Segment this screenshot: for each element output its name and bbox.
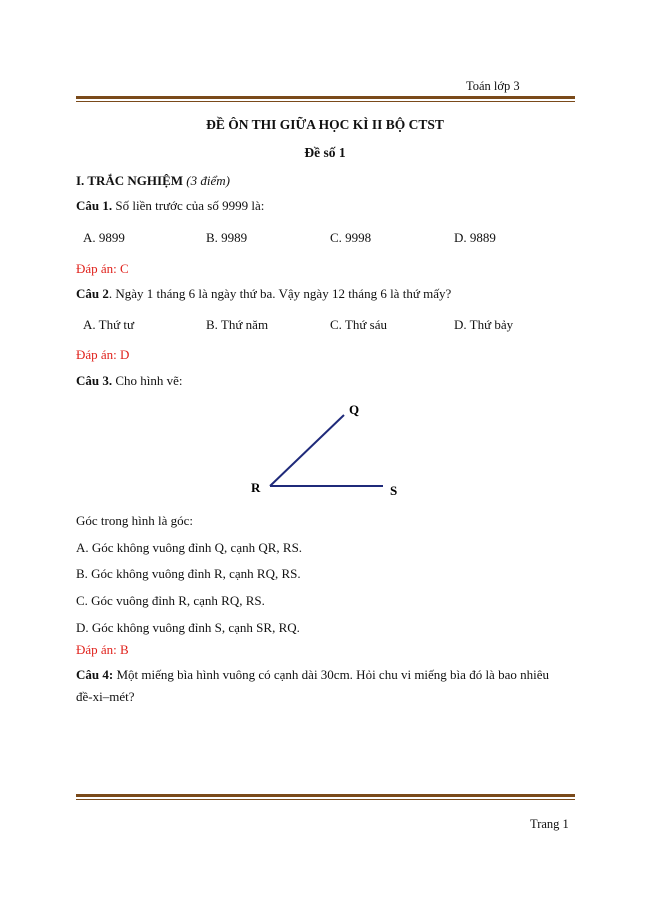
page-title: ĐỀ ÔN THI GIỮA HỌC KÌ II BỘ CTST [206, 117, 444, 132]
q1-option-d: D. 9889 [454, 230, 496, 245]
q2-option-d: D. Thứ bảy [454, 317, 514, 332]
question-4-label: Câu 4: [76, 667, 114, 682]
question-1 [76, 198, 264, 214]
footer-rule-thin [76, 799, 575, 800]
question-4 [76, 667, 549, 683]
q1-answer: Đáp án: C [76, 261, 129, 276]
q2-option-b: B. Thứ năm [206, 317, 269, 332]
q3-option-d: D. Góc không vuông đỉnh S, cạnh SR, RQ. [76, 620, 300, 635]
section-heading [76, 173, 230, 189]
question-1-text: Số liền trước của số 9999 là: [115, 198, 265, 213]
q1-option-c: C. 9998 [330, 230, 372, 245]
angle-figure [240, 395, 440, 505]
q2-option-a: A. Thứ tư [83, 317, 135, 332]
point-s-label: S [390, 483, 398, 498]
q2-option-c: C. Thứ sáu [330, 317, 388, 332]
question-2-label: Câu 2 [76, 286, 109, 301]
point-q-label: Q [349, 402, 360, 417]
header-subject: Toán lớp 3 [466, 79, 520, 93]
q3-answer: Đáp án: B [76, 642, 129, 657]
q1-option-a: A. 9899 [83, 230, 125, 245]
section-label: I. TRẮC NGHIỆM [76, 173, 184, 188]
header-rule-thin [76, 101, 575, 102]
question-4-text-line1: Một miếng bìa hình vuông có cạnh dài 30cm. Hỏi chu vi miếng bìa đó là bao nhiêu [116, 667, 549, 682]
page-number: Trang 1 [530, 817, 569, 831]
q3-option-a: A. Góc không vuông đỉnh Q, cạnh QR, RS. [76, 540, 303, 555]
question-2-text: . Ngày 1 tháng 6 là ngày thứ ba. Vậy ngày 12 tháng 6 là thứ mấy? [108, 286, 452, 301]
question-4-text-line2: đề-xi–mét? [76, 689, 135, 704]
q3-option-b: B. Góc không vuông đỉnh R, cạnh RQ, RS. [76, 566, 301, 581]
header-rule [76, 96, 575, 99]
ray-rq [270, 415, 344, 486]
q3-option-c: C. Góc vuông đỉnh R, cạnh RQ, RS. [76, 593, 265, 608]
question-3-text: Cho hình vẽ: [115, 373, 183, 388]
question-3 [76, 373, 183, 389]
q2-answer: Đáp án: D [76, 347, 130, 362]
question-2 [76, 286, 451, 302]
q3-prompt: Góc trong hình là góc: [76, 513, 193, 528]
q1-option-b: B. 9989 [206, 230, 248, 245]
section-points: (3 điểm) [186, 173, 230, 188]
question-3-label: Câu 3. [76, 373, 113, 388]
question-1-label: Câu 1. [76, 198, 113, 213]
footer-rule [76, 794, 575, 797]
page-subtitle: Đề số 1 [304, 145, 346, 160]
point-r-label: R [251, 480, 261, 495]
